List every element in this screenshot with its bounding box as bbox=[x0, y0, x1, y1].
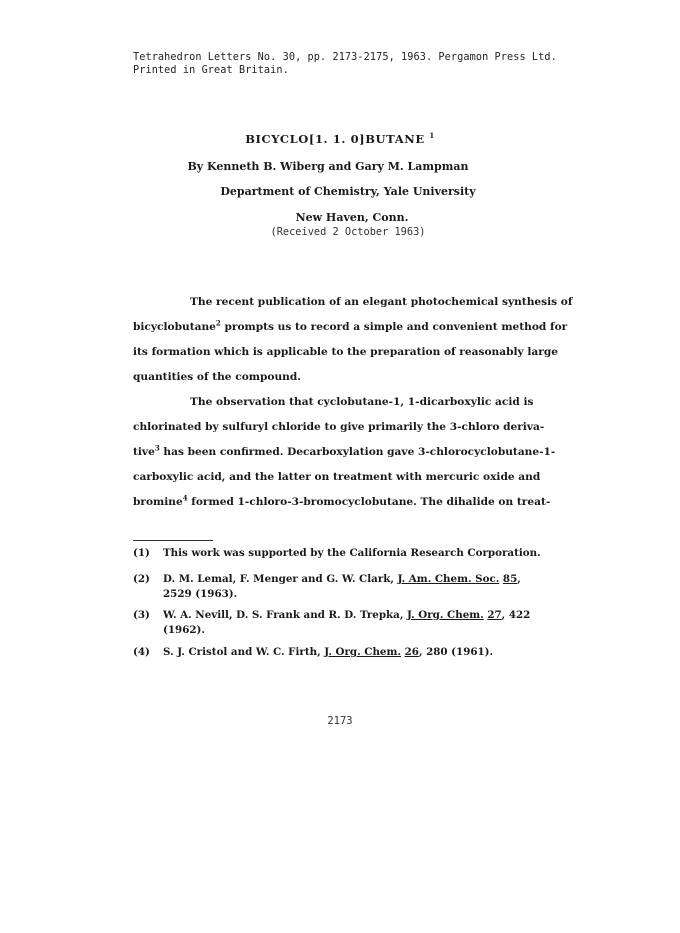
title-footnote-ref: 1 bbox=[429, 131, 435, 141]
journal-header bbox=[133, 51, 557, 77]
affiliation: Department of Chemistry, Yale University bbox=[220, 185, 476, 198]
printed-in: Printed in Great Britain. bbox=[133, 65, 289, 76]
p2-line3: tive$^3$ has been confirmed. Decarboxylation gave 3-chlorocyclobutane-1- bbox=[133, 443, 556, 458]
page-number: 2173 bbox=[327, 715, 353, 727]
p2-line1: The observation that cyclobutane-1, 1-dicarboxylic acid is bbox=[190, 396, 534, 408]
footnote-2: (2) D. M. Lemal, F. Menger and G. W. Clark, J. Am. Chem. Soc. 85, 2529 (1963). bbox=[133, 573, 521, 600]
authors: By Kenneth B. Wiberg and Gary M. Lampman bbox=[187, 160, 469, 173]
received-date: (Received 2 October 1963) bbox=[270, 226, 426, 238]
paper-title: BICYCLO[1. 1. 0]BUTANE $^1$ bbox=[245, 131, 435, 146]
location: New Haven, Conn. bbox=[295, 211, 409, 224]
footnote-3: (3) W. A. Nevill, D. S. Frank and R. D. Trepka, J. Org. Chem. 27, 422 (1962). bbox=[133, 609, 531, 636]
footnote-divider bbox=[133, 540, 213, 541]
p1-line2: bicyclobutane$^2$ prompts us to record a simple and convenient method for bbox=[133, 318, 568, 333]
p2-line4: carboxylic acid, and the latter on treatment with mercuric oxide and bbox=[133, 471, 541, 483]
p1-line1: The recent publication of an elegant photochemical synthesis of bbox=[190, 296, 573, 308]
p1-line3: its formation which is applicable to the preparation of reasonably large bbox=[133, 346, 558, 358]
journal-citation: Tetrahedron Letters No. 30, pp. 2173-2175, 1963. Pergamon Press Ltd. bbox=[133, 52, 557, 63]
p2-line2: chlorinated by sulfuryl chloride to give primarily the 3-chloro deriva- bbox=[133, 421, 545, 433]
p1-line4: quantities of the compound. bbox=[133, 371, 301, 383]
p2-line5: bromine$^4$ formed 1-chloro-3-bromocyclobutane. The dihalide on treat- bbox=[133, 493, 551, 508]
